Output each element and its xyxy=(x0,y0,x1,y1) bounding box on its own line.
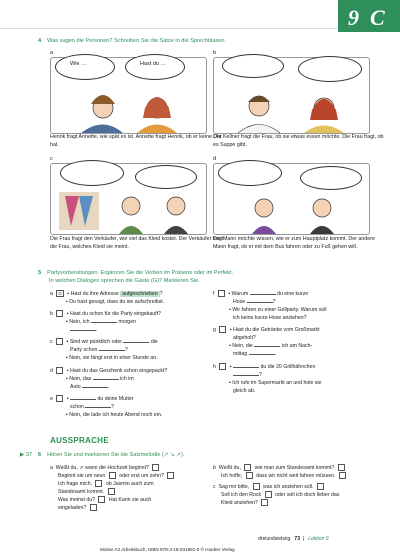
speech-bubble-a-2[interactable]: Hast du … xyxy=(125,54,185,80)
melody-box[interactable] xyxy=(317,483,324,490)
page-footer: dreiundsiebzig 73 | Lektion 9 xyxy=(258,536,329,542)
blank-d-1[interactable] xyxy=(93,379,119,380)
melody-box[interactable] xyxy=(90,504,97,511)
melody-box[interactable] xyxy=(167,472,174,479)
melody-box[interactable] xyxy=(98,496,105,503)
dialog-d: d ▪ Hast du das Geschenk schon eingepackt? ▪ Nein, das ich im Auto . xyxy=(50,367,168,390)
melody-box[interactable] xyxy=(261,499,268,506)
blank-f-1[interactable] xyxy=(250,294,276,295)
melody-box[interactable] xyxy=(108,488,115,495)
dialog-c: c ▪ Sind wir pünktlich oder die Party schon ? ▪ Nein, sie fängt erst in einer Stunde an. xyxy=(50,339,158,362)
caption-d: Der Mann möchte wissen, wie er zum Hauptplatz kommt. Der andere Mann fragt, ob er mit dem Bus fahren oder zu Fuß gehen will. xyxy=(213,236,375,250)
task-5-heading: 5 Partyvorbereitungen. Ergänzen Sie die Verben im Präsens oder im Perfekt. In welchen Dialogen sprechen die Gäste (G)? Markieren Sie. xyxy=(38,270,234,284)
speech-bubble-a-1[interactable]: Wie … xyxy=(55,54,115,80)
melody-box[interactable] xyxy=(95,480,102,487)
task-5-left-column xyxy=(50,290,210,419)
task-4-heading: 4 Was sagen die Personen? Schreiben Sie die Sätze in die Sprechblasen. xyxy=(38,38,227,44)
header-rule xyxy=(0,28,338,29)
blank-f-2[interactable] xyxy=(247,302,273,303)
chapter-tab xyxy=(338,0,400,32)
answer-example: aufgeschrieben xyxy=(122,291,158,297)
label-a: a xyxy=(50,50,54,56)
melody-box[interactable] xyxy=(253,483,260,490)
label-d: d xyxy=(213,156,217,162)
guest-checkbox-e[interactable] xyxy=(56,395,63,402)
guest-checkbox-g[interactable] xyxy=(219,326,226,333)
melody-box[interactable] xyxy=(109,472,116,479)
melody-box[interactable] xyxy=(246,472,253,479)
task-5-right-column xyxy=(213,290,373,395)
chapter-letter: C xyxy=(370,5,385,30)
blank-d-2[interactable] xyxy=(82,387,108,388)
melody-box[interactable] xyxy=(265,491,272,498)
blank-c-2[interactable] xyxy=(99,350,125,351)
blank-h-2[interactable] xyxy=(233,375,259,376)
dialog-g: g ▪ Hast du die Getränke vom Großmarkt abgeholt? ▪ Nein, die ich am Nach- mittag . xyxy=(213,327,320,358)
melody-box[interactable] xyxy=(338,464,345,471)
publisher-line: Motive A2 Arbeitsbuch, ISBN 978-3-19-031881-0 © Hueber Verlag xyxy=(100,547,235,552)
melody-box[interactable] xyxy=(152,464,159,471)
guest-checkbox-h[interactable] xyxy=(219,363,226,370)
blank-g-1[interactable] xyxy=(254,346,280,347)
blank-c-1[interactable] xyxy=(123,342,149,343)
chapter-number: 9 xyxy=(348,5,359,30)
aussprache-heading: AUSSPRACHE xyxy=(50,436,110,445)
label-c: c xyxy=(50,156,53,162)
blank-b-1[interactable] xyxy=(91,322,117,323)
task-6-left: a Weißt du, ➚ wann die Hochzeit beginnt? Beginnt sie um neun oder erst um zehn? Ich frage mich, ob Jasmin auch zum Standesamt kommt. Was meinst du? Hat Karin sie auch eingeladen? xyxy=(50,464,210,512)
guest-checkbox-c[interactable] xyxy=(56,338,63,345)
caption-c: Die Frau fragt den Verkäufer, wie viel das Kleid kostet. Der Verkäufer fragt die Frau, welches Kleid sie meint. xyxy=(50,236,224,250)
speech-bubble-c-2[interactable] xyxy=(135,165,197,189)
dialog-h: h ▪ du die 20 Grillhähnchen ? ▪ Ich rufe im Supermarkt an und hole sie gleich ab. xyxy=(213,363,322,394)
dialog-a: a G ▪ Hast du ihre Adresse aufgeschrieben ? ▪ Du hast gesagt, dass du sie aufschreibst. xyxy=(50,291,165,306)
melody-box[interactable] xyxy=(244,464,251,471)
arrow-example: ➚ xyxy=(79,465,84,471)
caption-a: Henrik fragt Annette, wie spät es ist. Annette fragt Henrik, ob er keine Uhr hat. xyxy=(50,134,222,148)
blank-e-2[interactable] xyxy=(85,407,111,408)
guest-checkbox-a[interactable]: G xyxy=(58,291,62,297)
blank-g-2[interactable] xyxy=(249,354,275,355)
speech-bubble-b-1[interactable] xyxy=(222,54,284,78)
speech-bubble-d-1[interactable] xyxy=(218,160,282,186)
speech-bubble-c-1[interactable] xyxy=(60,160,124,186)
caption-b: Der Kellner fragt die Frau, ob sie etwas essen möchte. Die Frau fragt, ob es Suppe gibt. xyxy=(213,134,384,148)
guest-checkbox-d[interactable] xyxy=(56,367,63,374)
blank-b-2[interactable] xyxy=(70,330,96,331)
blank-e-1[interactable] xyxy=(70,399,96,400)
dialog-b: b ▪ Hast du schon für die Party eingekauft? ▪ Nein, ich morgen . xyxy=(50,311,161,334)
speech-bubble-d-2[interactable] xyxy=(300,166,362,190)
dialog-f: f ▪ Warum du eine kurze Hose ? ▪ Wir fahren zu einer Grillparty. Warum soll ich keine kurze Hose anziehen? xyxy=(213,291,327,322)
melody-box[interactable] xyxy=(339,472,346,479)
task-6-heading: 6 Hören Sie und markieren Sie die Satzmelodie (➚ ↘ ➚). xyxy=(38,452,185,458)
audio-track[interactable]: ▶ 37 xyxy=(20,452,33,458)
dialog-e: e ▪ du deine Mutter schon ? ▪ Nein, die lade ich heute Abend noch ein. xyxy=(50,395,163,418)
label-b: b xyxy=(213,50,217,56)
task-6-right: b Weißt du, wie man zum Standesamt kommt? Ich hoffe, dass wir nicht weit fahren müssen. c Sag mir bitte, was ich anziehen soll. Soll ich den Rock oder soll ich doch lieber das Kleid anziehen? xyxy=(213,464,373,507)
guest-checkbox-f[interactable] xyxy=(218,290,225,297)
speech-bubble-b-2[interactable] xyxy=(298,56,362,82)
guest-checkbox-b[interactable] xyxy=(56,310,63,317)
blank-h-1[interactable] xyxy=(233,367,259,368)
